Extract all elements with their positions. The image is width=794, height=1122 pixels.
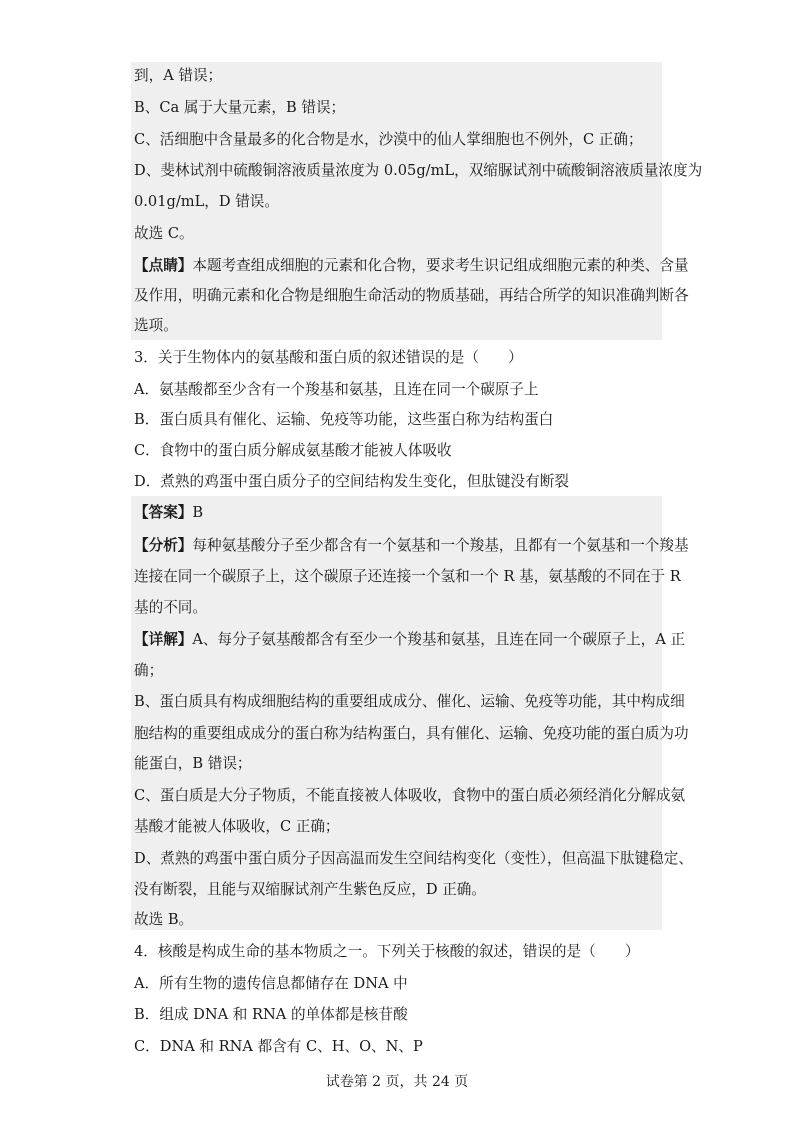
text-line: B、Ca 属于大量元素，B 错误；	[134, 99, 346, 116]
option-line: C．食物中的蛋白质分解成氨基酸才能被人体吸收	[134, 442, 452, 459]
option-line: B．组成 DNA 和 RNA 的单体都是核苷酸	[134, 1006, 408, 1023]
text-line: C、蛋白质是大分子物质，不能直接被人体吸收，食物中的蛋白质必须经消化分解成氨	[134, 787, 686, 804]
section-tag: 【详解】	[134, 631, 193, 648]
text-line: 【分析】每种氨基酸分子至少都含有一个氨基和一个羧基，且都有一个氨基和一个羧基	[134, 537, 689, 554]
question-stem: 4．核酸是构成生命的基本物质之一。下列关于核酸的叙述，错误的是（ ）	[134, 943, 640, 960]
text-line: 【答案】B	[134, 504, 204, 521]
text-line: 【详解】A、每分子氨基酸都含有至少一个羧基和氨基，且连在同一个碳原子上，A 正	[134, 631, 686, 648]
text-line: 及作用，明确元素和化合物是细胞生命活动的物质基础，再结合所学的知识准确判断各	[134, 287, 689, 304]
text-line: 0.01g/mL，D 错误。	[134, 193, 279, 210]
text-line: 没有断裂，且能与双缩脲试剂产生紫色反应，D 正确。	[134, 881, 486, 898]
option-line: D．煮熟的鸡蛋中蛋白质分子的空间结构发生变化，但肽键没有断裂	[134, 473, 569, 490]
section-tag: 【点睛】	[134, 257, 193, 274]
text-line: 故选 B。	[134, 911, 194, 928]
option-line: C．DNA 和 RNA 都含有 C、H、O、N、P	[134, 1038, 423, 1055]
text-line: 选项。	[134, 317, 178, 334]
text-line: 能蛋白，B 错误；	[134, 755, 252, 772]
text-line: 确；	[134, 662, 164, 679]
option-line: A．氨基酸都至少含有一个羧基和氨基，且连在同一个碳原子上	[134, 381, 539, 398]
text-line: 连接在同一个碳原子上，这个碳原子还连接一个氢和一个 R 基，氨基酸的不同在于 R	[134, 568, 681, 585]
text-line: D、斐林试剂中硫酸铜溶液质量浓度为 0.05g/mL，双缩脲试剂中硫酸铜溶液质量浓度为	[134, 162, 703, 179]
text-line: C、活细胞中含量最多的化合物是水，沙漠中的仙人掌细胞也不例外，C 正确；	[134, 131, 643, 148]
text-line: B、蛋白质具有构成细胞结构的重要组成成分、催化、运输、免疫等功能，其中构成细	[134, 693, 685, 710]
text-line: D、煮熟的鸡蛋中蛋白质分子因高温而发生空间结构变化（变性），但高温下肽键稳定、	[134, 850, 693, 867]
text-line: 到，A 错误；	[134, 67, 223, 84]
text-line: 胞结构的重要组成成分的蛋白称为结构蛋白，具有催化、运输、免疫功能的蛋白质为功	[134, 725, 689, 742]
page-footer: 试卷第 2 页，共 24 页	[325, 1074, 469, 1090]
text-line: 【点睛】本题考查组成细胞的元素和化合物，要求考生识记组成细胞元素的种类、含量	[134, 257, 689, 274]
text-line: 基酸才能被人体吸收，C 正确；	[134, 818, 340, 835]
text-line: 基的不同。	[134, 599, 207, 616]
text-line: 故选 C。	[134, 225, 194, 242]
section-tag: 【答案】	[134, 504, 193, 521]
question-stem: 3．关于生物体内的氨基酸和蛋白质的叙述错误的是（ ）	[134, 349, 523, 366]
option-line: B．蛋白质具有催化、运输、免疫等功能，这些蛋白称为结构蛋白	[134, 411, 554, 428]
option-line: A．所有生物的遗传信息都储存在 DNA 中	[134, 975, 408, 992]
section-tag: 【分析】	[134, 537, 193, 554]
